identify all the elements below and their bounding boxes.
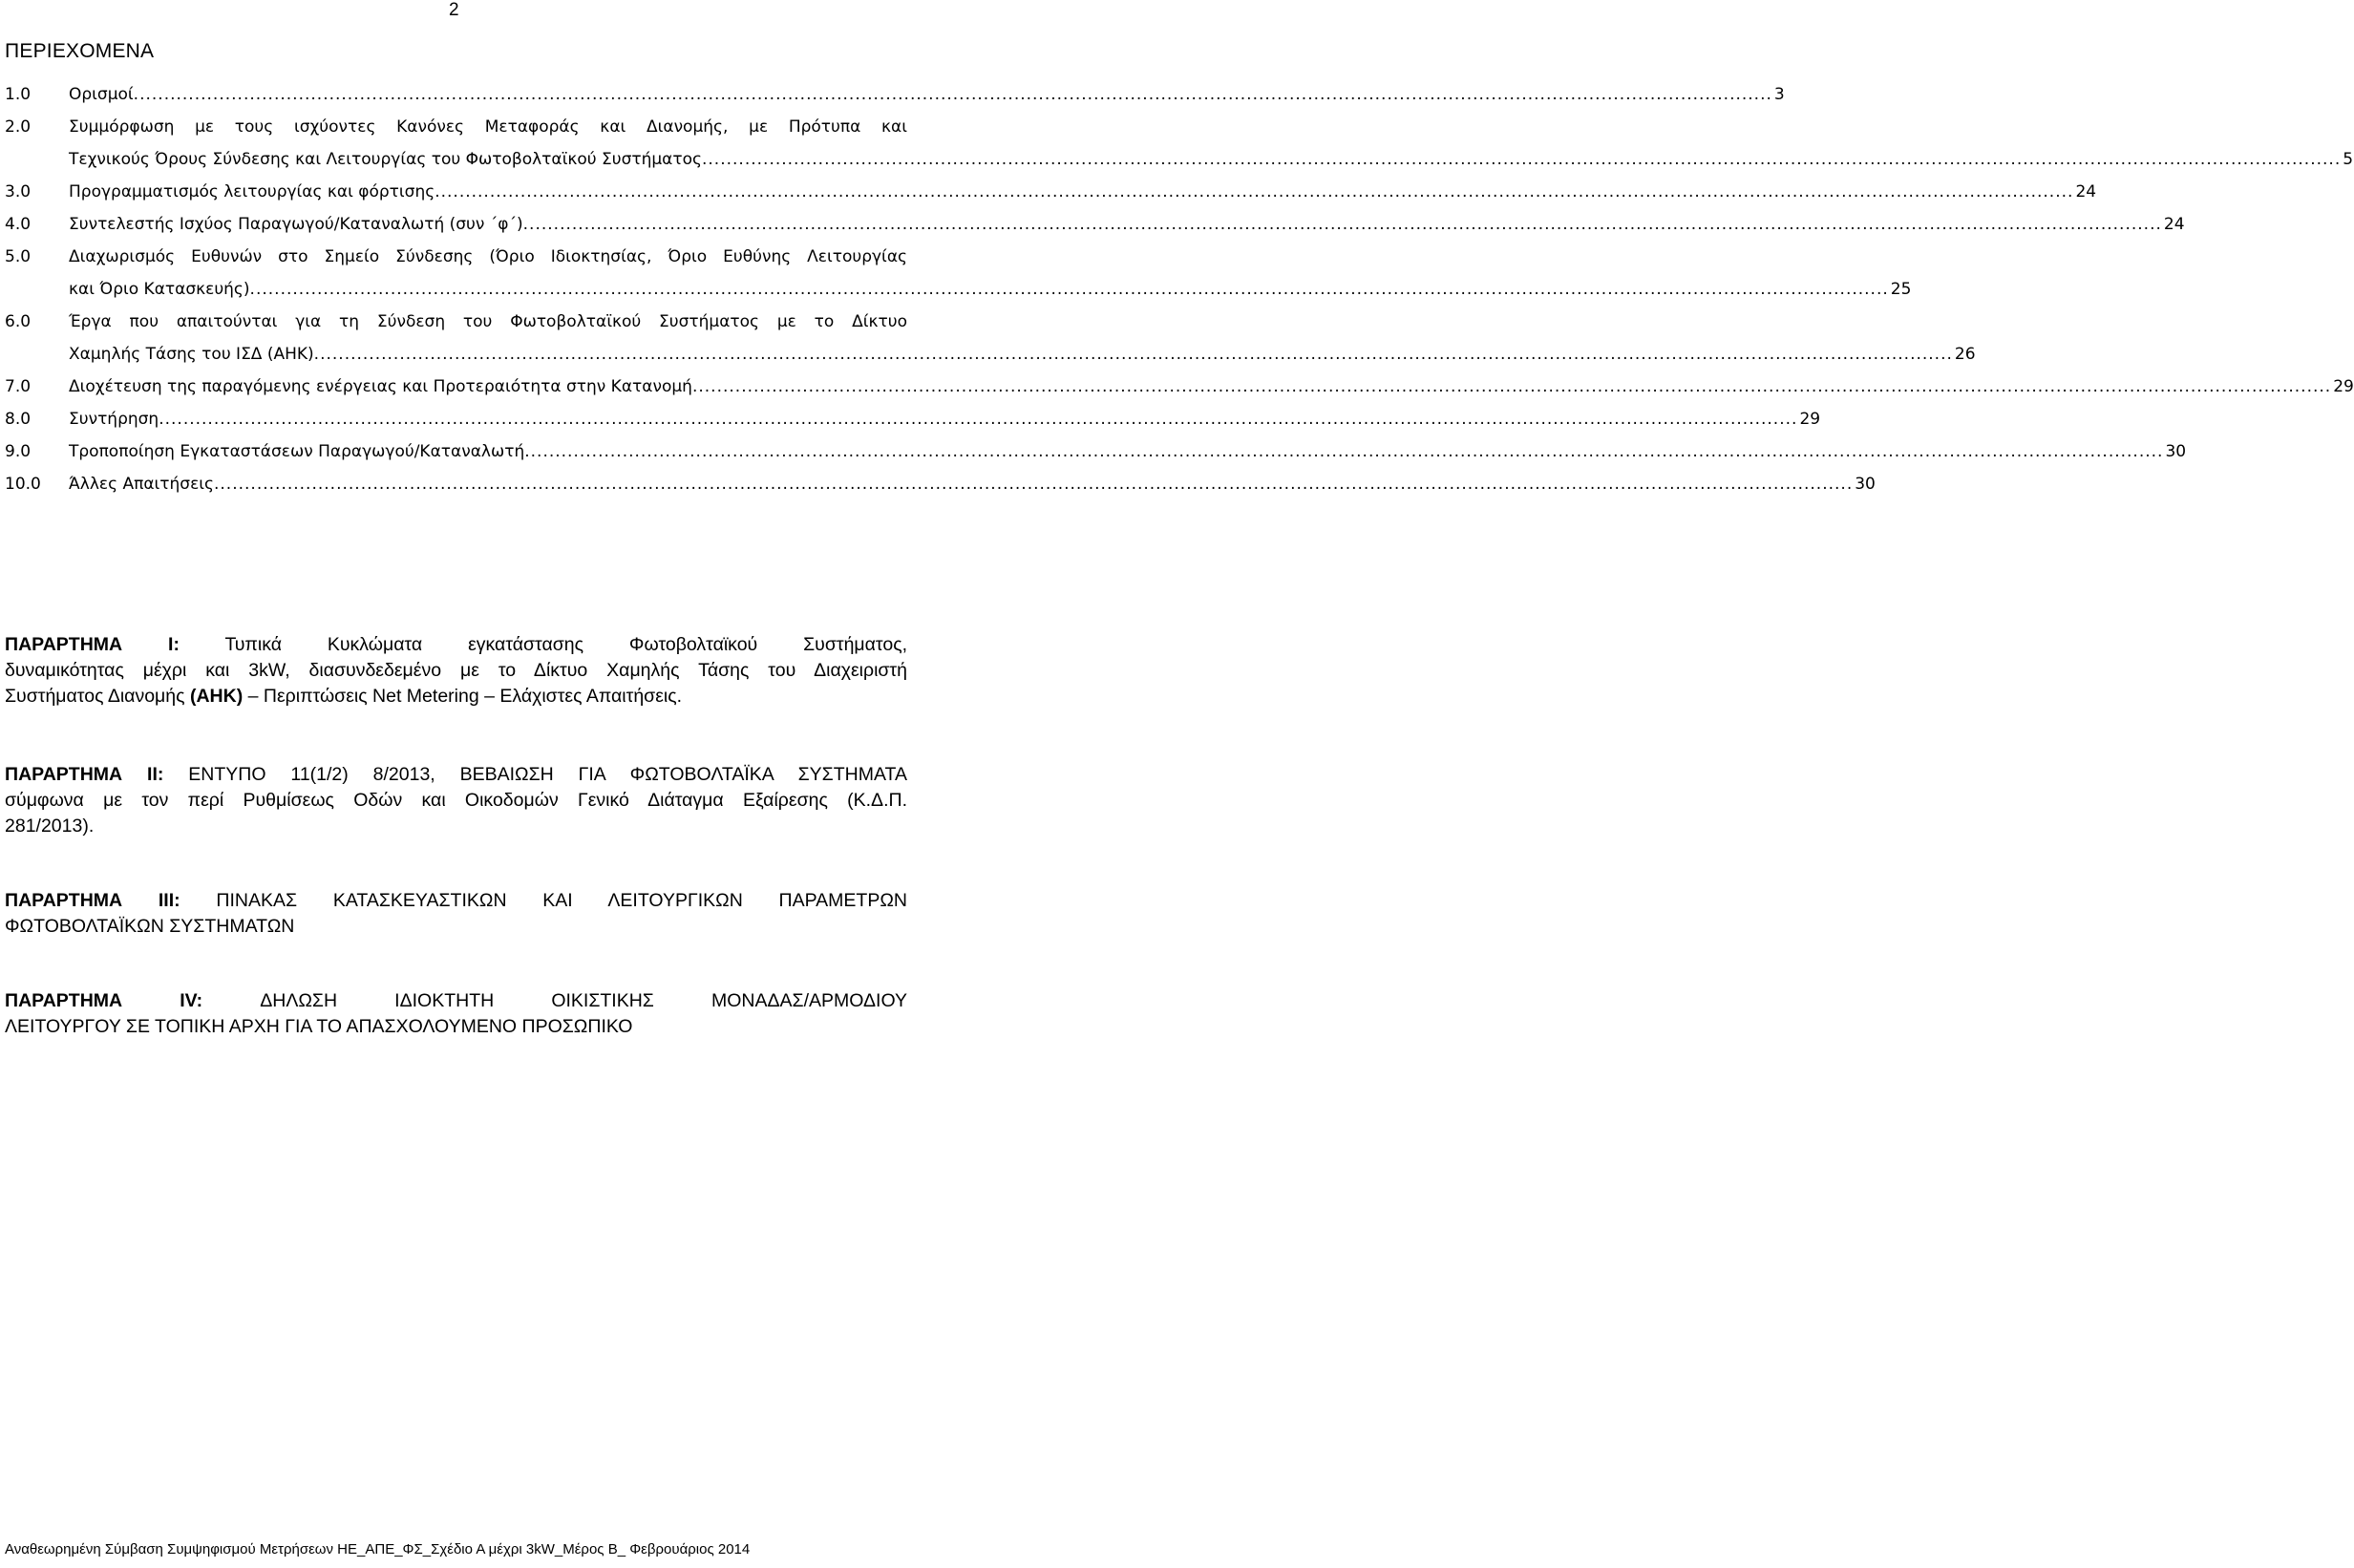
dot-leader	[214, 468, 1853, 500]
dot-leader	[523, 208, 2162, 241]
dot-leader	[435, 176, 2073, 208]
toc-entry-title: Συντελεστής Ισχύος Παραγωγού/Καταναλωτή (συν ΄φ΄)	[69, 215, 523, 234]
dot-leader	[692, 371, 2331, 403]
annex-text: ΛΕΙΤΟΥΡΓΟΥ ΣΕ ΤΟΠΙΚΗ ΑΡΧΗ ΓΙΑ ΤΟ ΑΠΑΣΧΟΛΟΥΜΕΝΟ ΠΡΟΣΩΠΙΚΟ	[5, 1016, 633, 1037]
annex-text: ΔΗΛΩΣΗ ΙΔΙΟΚΤΗΤΗ ΟΙΚΙΣΤΙΚΗΣ ΜΟΝΑΔΑΣ/ΑΡΜΟΔΙΟΥ	[260, 990, 907, 1011]
annex-3	[5, 888, 907, 940]
dot-leader	[314, 338, 1953, 371]
annex-1	[5, 632, 907, 710]
toc-entry-title: Άλλες Απαιτήσεις	[69, 475, 214, 494]
annex-text: Συστήματος Διανομής	[5, 686, 185, 707]
toc-entry-number: 6.0	[5, 312, 32, 331]
toc-entry-number: 9.0	[5, 442, 32, 461]
toc-entry-page: 3	[1773, 85, 1785, 104]
toc-entry-page: 25	[1890, 280, 1912, 299]
toc-entry-number: 8.0	[5, 410, 32, 429]
toc-entry-page: 30	[2165, 442, 2187, 461]
toc-entry[interactable]	[5, 208, 2185, 241]
toc-entry-page: 29	[1799, 410, 1821, 429]
toc-entry-number: 3.0	[5, 182, 32, 201]
toc-entry[interactable]	[5, 403, 1821, 435]
annex-text: ΕΝΤΥΠΟ 11(1/2) 8/2013, ΒΕΒΑΙΩΣΗ ΓΙΑ ΦΩΤΟΒΟΛΤΑΪΚΑ ΣΥΣΤΗΜΑΤΑ	[188, 764, 907, 785]
annex-label: ΠΑΡΑΡΤΗΜΑ ΙΙΙ:	[5, 890, 180, 911]
dot-leader	[250, 273, 1889, 306]
toc-entry-page: 24	[2163, 215, 2185, 234]
toc-entry-number: 2.0	[5, 117, 32, 137]
annex-text: ΠΙΝΑΚΑΣ ΚΑΤΑΣΚΕΥΑΣΤΙΚΩΝ ΚΑΙ ΛΕΙΤΟΥΡΓΙΚΩΝ ΠΑΡΑΜΕΤΡΩΝ	[216, 890, 908, 911]
toc-entry-number: 4.0	[5, 215, 32, 234]
toc-entry-title-cont: Τεχνικούς Όρους Σύνδεσης και Λειτουργίας του Φωτοβολταϊκού Συστήματος	[69, 150, 702, 169]
annex-text: Τυπικά Κυκλώματα εγκατάστασης Φωτοβολταϊκού Συστήματος,	[224, 634, 908, 655]
toc-entry-title-cont: και Όριο Κατασκευής)	[69, 280, 250, 299]
dot-leader	[159, 403, 1797, 435]
toc-entry[interactable]	[5, 306, 1976, 371]
annex-2	[5, 762, 907, 839]
annex-label: ΠΑΡΑΡΤΗΜΑ Ι:	[5, 634, 180, 655]
toc-entry-number: 1.0	[5, 85, 32, 104]
toc-entry-title: Διαχωρισμός Ευθυνών στο Σημείο Σύνδεσης (Όριο Ιδιοκτησίας, Όριο Ευθύνης Λειτουργίας	[69, 247, 907, 266]
annex-label: ΠΑΡΑΡΤΗΜΑ ΙΙ:	[5, 764, 164, 785]
toc-entry[interactable]	[5, 78, 1785, 111]
toc-entry-page: 26	[1954, 345, 1976, 364]
annex-label: ΠΑΡΑΡΤΗΜΑ ΙV:	[5, 990, 203, 1011]
annex-text: σύμφωνα με τον περί Ρυθμίσεως Οδών και Οικοδομών Γενικό Διάταγμα Εξαίρεσης (Κ.Δ.Π.	[5, 790, 907, 811]
toc-entry[interactable]	[5, 111, 2354, 176]
annex-text: ΦΩΤΟΒΟΛΤΑΪΚΩΝ ΣΥΣΤΗΜΑΤΩΝ	[5, 916, 295, 937]
annex-text: δυναμικότητας μέχρι και 3kW, διασυνδεδεμένο με το Δίκτυο Χαμηλής Τάσης του Διαχειριστή	[5, 660, 907, 681]
page-number: 2	[449, 0, 459, 20]
toc-entry-number: 10.0	[5, 475, 41, 494]
toc-entry[interactable]	[5, 435, 2187, 468]
toc-entry-page: 5	[2343, 150, 2354, 169]
page-footer: Αναθεωρημένη Σύμβαση Συμψηφισμού Μετρήσεων ΗΕ_ΑΠΕ_ΦΣ_Σχέδιο Α μέχρι 3kW_Μέρος Β_ Φεβρουάριος 2014	[5, 1541, 751, 1557]
toc-entry-title: Συντήρηση	[69, 410, 159, 429]
toc-entry-page: 29	[2333, 377, 2354, 396]
toc-entry-title: Έργα που απαιτούνται για τη Σύνδεση του Φωτοβολταϊκού Συστήματος με το Δίκτυο	[69, 312, 907, 331]
annex-text: 281/2013).	[5, 816, 95, 837]
toc-entry[interactable]	[5, 468, 1876, 500]
toc-entry-title-cont: Χαμηλής Τάσης του ΙΣΔ (ΑΗΚ)	[69, 345, 314, 364]
table-of-contents	[5, 78, 2354, 500]
annex-text: – Περιπτώσεις Net Metering – Ελάχιστες Απαιτήσεις.	[243, 686, 683, 707]
toc-entry-title: Προγραμματισμός λειτουργίας και φόρτισης	[69, 182, 435, 201]
toc-entry-title: Συμμόρφωση με τους ισχύοντες Κανόνες Μεταφοράς και Διανομής, με Πρότυπα και	[69, 117, 907, 137]
toc-entry-page: 24	[2075, 182, 2097, 201]
toc-heading: ΠΕΡΙΕΧΟΜΕΝΑ	[5, 40, 155, 62]
toc-entry-title: Τροποποίηση Εγκαταστάσεων Παραγωγού/Καταναλωτή	[69, 442, 525, 461]
toc-entry[interactable]	[5, 241, 1912, 306]
dot-leader	[702, 143, 2341, 176]
toc-entry-title: Διοχέτευση της παραγόμενης ενέργειας και Προτεραιότητα στην Κατανομή	[69, 377, 692, 396]
toc-entry[interactable]	[5, 176, 2097, 208]
toc-entry-number: 5.0	[5, 247, 32, 266]
dot-leader	[524, 435, 2163, 468]
dot-leader	[134, 78, 1772, 111]
toc-entry[interactable]	[5, 371, 2354, 403]
annex-text-bold: (ΑΗΚ)	[189, 686, 244, 707]
toc-entry-number: 7.0	[5, 377, 32, 396]
toc-entry-page: 30	[1855, 475, 1876, 494]
toc-entry-title: Ορισμοί	[69, 85, 134, 104]
annex-4	[5, 988, 907, 1040]
